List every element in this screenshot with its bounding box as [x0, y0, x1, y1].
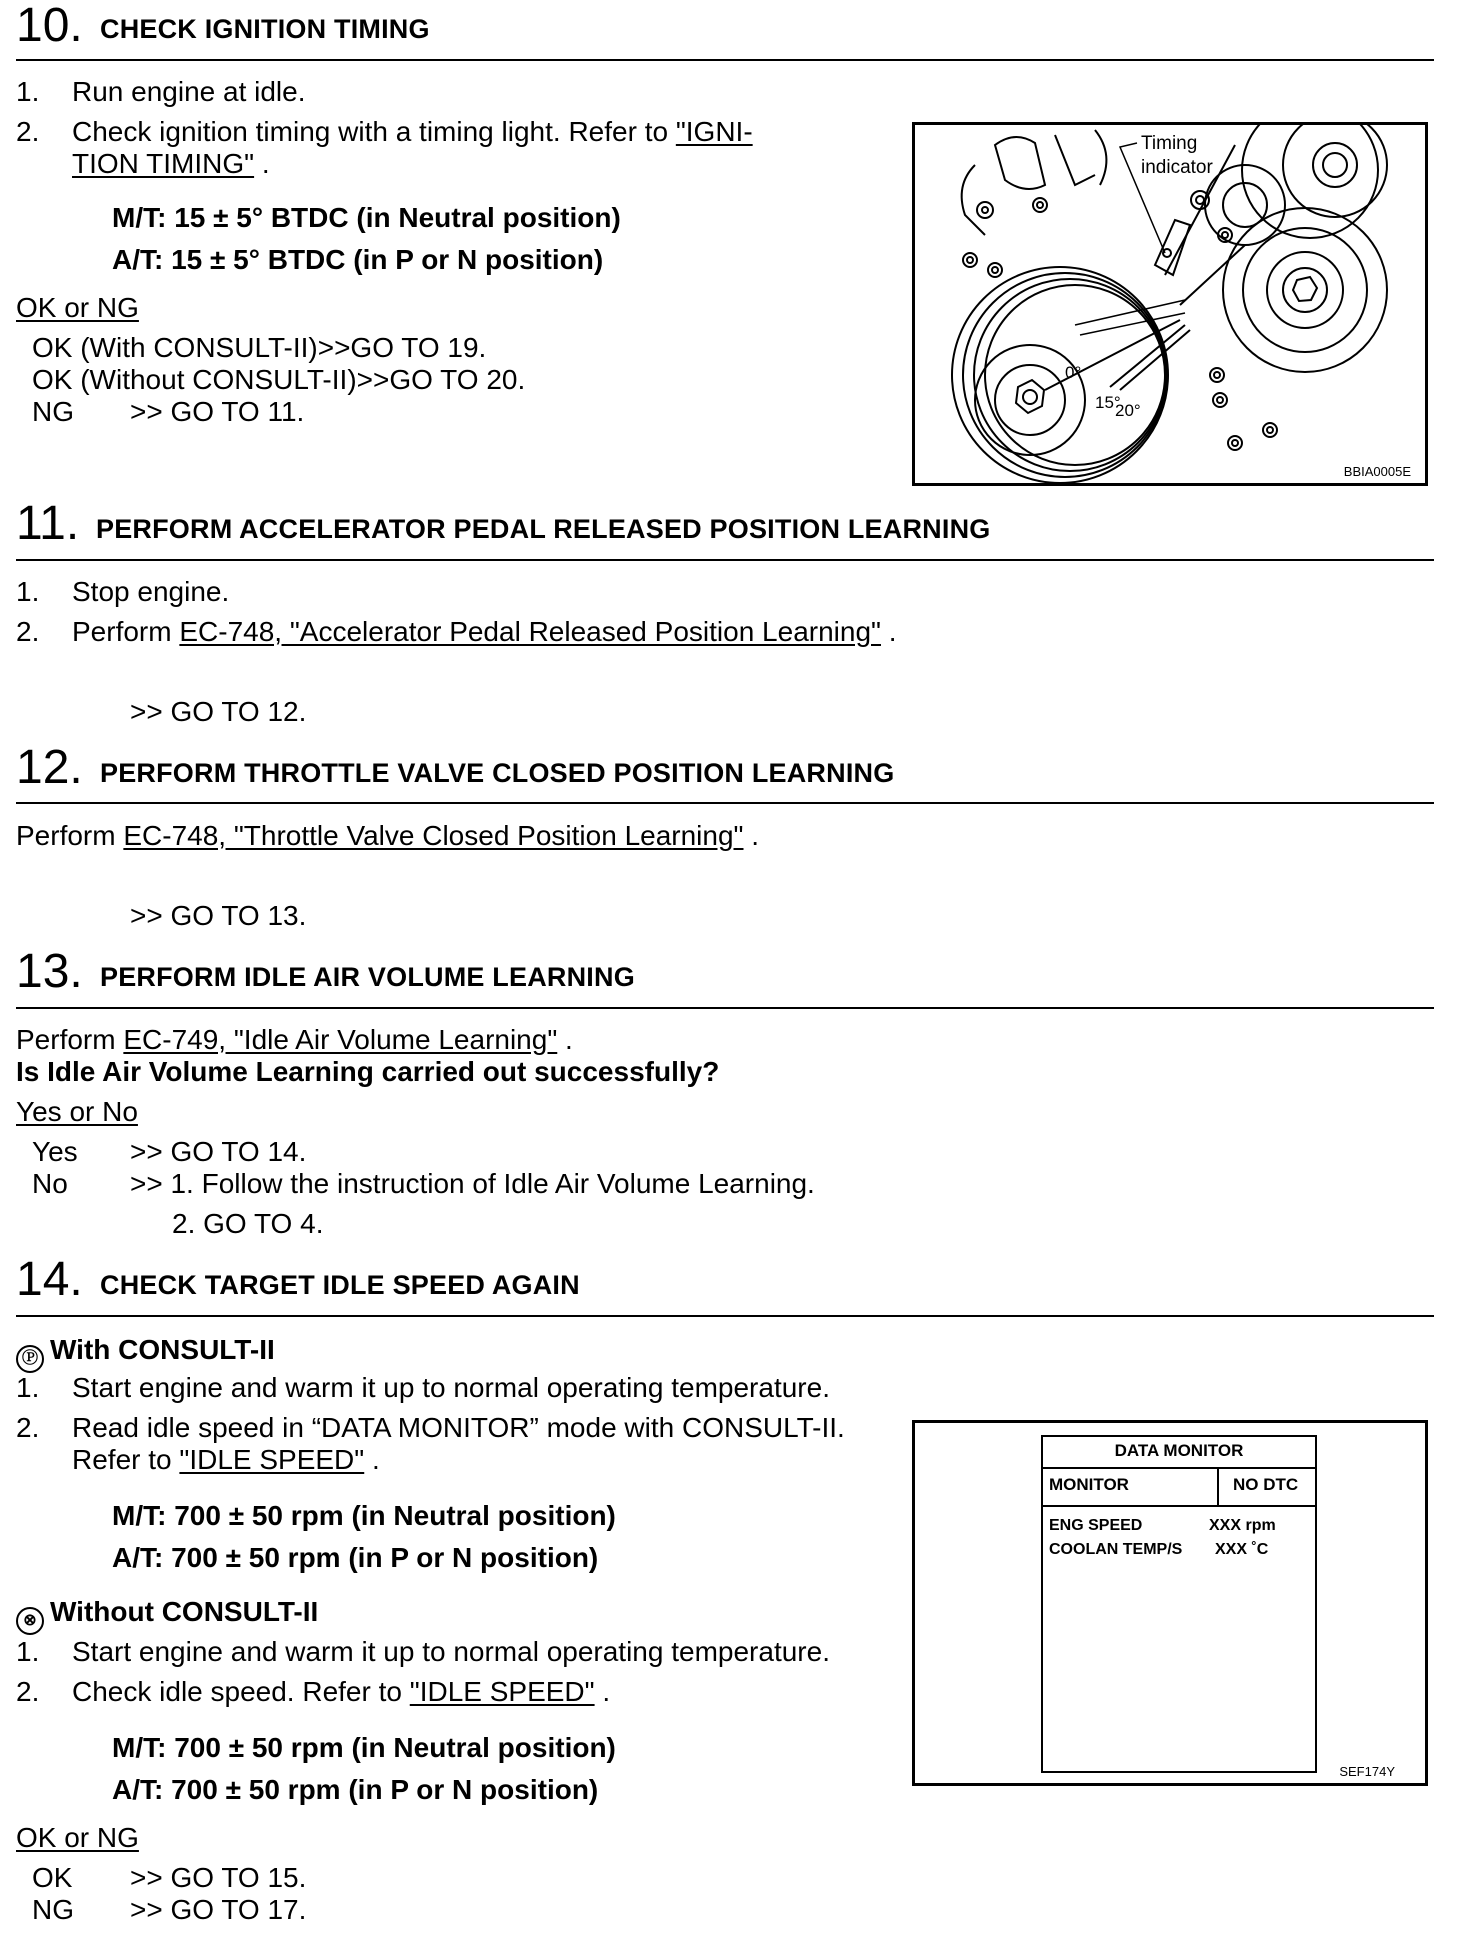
- s14-ng-key: NG: [32, 1894, 74, 1925]
- s10-result-3-key: NG: [32, 396, 74, 427]
- section-14-rule: [16, 1315, 1434, 1317]
- section-13-number: 13.: [16, 945, 83, 998]
- monitor-divider-2: [1043, 1505, 1315, 1507]
- section-12-rule: [16, 802, 1434, 804]
- s13-text: [16, 1024, 573, 1056]
- s14-w-spec-mt: M/T: 700 ± 50 rpm (in Neutral position): [112, 1500, 616, 1531]
- s10-spec-mt: M/T: 15 ± 5° BTDC (in Neutral position): [112, 202, 621, 233]
- s13-yes-key: Yes: [32, 1136, 78, 1167]
- s14-wo-step2-text: [72, 1676, 610, 1708]
- section-14-number: 14.: [16, 1253, 83, 1306]
- no-consult-icon: ⊗: [16, 1607, 44, 1635]
- monitor-divider-1: [1043, 1467, 1315, 1469]
- s10-step1-text: Run engine at idle.: [72, 76, 306, 107]
- idle-air-learning-link[interactable]: EC-749, "Idle Air Volume Learning": [123, 1024, 558, 1055]
- figure-code-sef174y: SEF174Y: [1339, 1764, 1395, 1779]
- data-monitor-screen: [1041, 1435, 1317, 1773]
- s13-yes-no-heading: Yes or No: [16, 1096, 138, 1127]
- s10-result-1: OK (With CONSULT-II)>>GO TO 19.: [32, 332, 487, 363]
- section-14-title: CHECK TARGET IDLE SPEED AGAIN: [100, 1270, 580, 1300]
- s13-no-val: >> 1. Follow the instruction of Idle Air Volume Learning.: [130, 1168, 815, 1199]
- consult-icon: Ⓟ: [16, 1345, 44, 1373]
- monitor-no-dtc: NO DTC: [1233, 1475, 1299, 1494]
- s10-step2-text-a: Check ignition timing with a timing light. Refer to: [72, 116, 676, 147]
- s10-step2-num: 2.: [16, 116, 40, 147]
- s14-wo-spec-mt: M/T: 700 ± 50 rpm (in Neutral position): [112, 1732, 616, 1763]
- section-11-title: PERFORM ACCELERATOR PEDAL RELEASED POSITION LEARNING: [96, 514, 991, 544]
- s14-wo-check: Check idle speed. Refer to: [72, 1676, 410, 1707]
- ignition-timing-link-a[interactable]: "IGNI-: [675, 116, 753, 147]
- s11-step1-text: Stop engine.: [72, 576, 230, 607]
- section-13-rule: [16, 1007, 1434, 1009]
- s12-text: [16, 820, 759, 852]
- section-12-title: PERFORM THROTTLE VALVE CLOSED POSITION LEARNING: [100, 758, 895, 788]
- mark-0: 0°: [1065, 363, 1082, 382]
- section-11-number: 11.: [16, 497, 80, 550]
- s14-ng-val: >> GO TO 17.: [130, 1894, 307, 1925]
- s14-w-after: .: [364, 1444, 380, 1475]
- monitor-val-eng-speed: XXX rpm: [1209, 1517, 1276, 1534]
- s10-result-2: OK (Without CONSULT-II)>>GO TO 20.: [32, 364, 526, 395]
- throttle-learning-link[interactable]: EC-748, "Throttle Valve Closed Position Learning": [123, 820, 744, 851]
- ignition-timing-link-b[interactable]: TION TIMING": [72, 148, 255, 179]
- with-consult-label: With CONSULT-II: [50, 1334, 275, 1365]
- without-consult-heading: [16, 1596, 318, 1635]
- s11-goto: >> GO TO 12.: [130, 696, 307, 727]
- s13-question: Is Idle Air Volume Learning carried out successfully?: [16, 1056, 720, 1087]
- timing-label: Timing: [1141, 133, 1198, 154]
- monitor-row-eng-speed: ENG SPEED: [1049, 1517, 1143, 1534]
- s12-perform: Perform: [16, 820, 124, 851]
- s10-result-3-val: >> GO TO 11.: [130, 396, 305, 427]
- section-13-title: PERFORM IDLE AIR VOLUME LEARNING: [100, 962, 635, 992]
- section-10-number: 10.: [16, 0, 83, 52]
- s10-spec-at: A/T: 15 ± 5° BTDC (in P or N position): [112, 244, 604, 275]
- s12-after: .: [743, 820, 760, 851]
- s10-step2-after: .: [254, 148, 270, 179]
- monitor-val-coolant: XXX ˚C: [1215, 1541, 1269, 1558]
- s10-step2-cont: [72, 148, 270, 180]
- s14-wo-after: .: [594, 1676, 611, 1707]
- without-consult-label: Without CONSULT-II: [50, 1596, 319, 1627]
- s13-after: .: [557, 1024, 573, 1055]
- s14-w-refer: Refer to: [72, 1444, 180, 1475]
- s13-yes-val: >> GO TO 14.: [130, 1136, 307, 1167]
- section-10-title: CHECK IGNITION TIMING: [100, 14, 430, 44]
- s10-step1-num: 1.: [16, 76, 40, 107]
- figure-code-bbia0005e: BBIA0005E: [1343, 464, 1411, 479]
- s14-w-step2-cont: [72, 1444, 380, 1476]
- mark-20: 20°: [1115, 401, 1141, 420]
- s14-w-step2-num: 2.: [16, 1412, 40, 1443]
- data-monitor-title: DATA MONITOR: [1114, 1441, 1244, 1460]
- s11-after: .: [880, 616, 897, 647]
- s11-step2-text: [72, 616, 897, 648]
- section-11-rule: [16, 559, 1434, 561]
- s13-perform: Perform: [16, 1024, 124, 1055]
- monitor-col-label: MONITOR: [1049, 1475, 1129, 1494]
- s12-goto: >> GO TO 13.: [130, 900, 307, 931]
- s10-step2-text: [72, 116, 753, 148]
- s14-w-step2-text: Read idle speed in “DATA MONITOR” mode with CONSULT-II.: [72, 1412, 845, 1443]
- s13-no-val2: 2. GO TO 4.: [172, 1208, 324, 1239]
- idle-speed-link-1[interactable]: "IDLE SPEED": [179, 1444, 365, 1475]
- monitor-col-divider: [1217, 1467, 1219, 1505]
- data-monitor-figure: [912, 1420, 1428, 1786]
- idle-speed-link-2[interactable]: "IDLE SPEED": [409, 1676, 595, 1707]
- s14-ok-key: OK: [32, 1862, 73, 1893]
- s14-wo-step2-num: 2.: [16, 1676, 40, 1707]
- section-12-number: 12.: [16, 741, 83, 794]
- section-10-rule: [16, 59, 1434, 61]
- timing-figure: [912, 122, 1428, 486]
- s14-ok-ng-heading: OK or NG: [16, 1822, 139, 1853]
- s14-ok-val: >> GO TO 15.: [130, 1862, 307, 1893]
- s13-no-key: No: [32, 1168, 68, 1199]
- with-consult-heading: [16, 1334, 275, 1373]
- mark-15: 15°: [1095, 393, 1121, 412]
- s14-wo-step1-text: Start engine and warm it up to normal operating temperature.: [72, 1636, 830, 1667]
- s11-step2-num: 2.: [16, 616, 40, 647]
- monitor-row-coolant: COOLAN TEMP/S: [1049, 1541, 1183, 1558]
- s11-step1-num: 1.: [16, 576, 40, 607]
- s14-w-step1-num: 1.: [16, 1372, 40, 1403]
- s10-ok-ng-heading: OK or NG: [16, 292, 139, 323]
- s14-w-step1-text: Start engine and warm it up to normal operating temperature.: [72, 1372, 830, 1403]
- s14-wo-step1-num: 1.: [16, 1636, 40, 1667]
- indicator-label: indicator: [1141, 157, 1213, 178]
- s14-w-spec-at: A/T: 700 ± 50 rpm (in P or N position): [112, 1542, 599, 1573]
- s11-perform: Perform: [72, 616, 180, 647]
- accelerator-learning-link[interactable]: EC-748, "Accelerator Pedal Released Position Learning": [179, 616, 881, 647]
- s14-wo-spec-at: A/T: 700 ± 50 rpm (in P or N position): [112, 1774, 599, 1805]
